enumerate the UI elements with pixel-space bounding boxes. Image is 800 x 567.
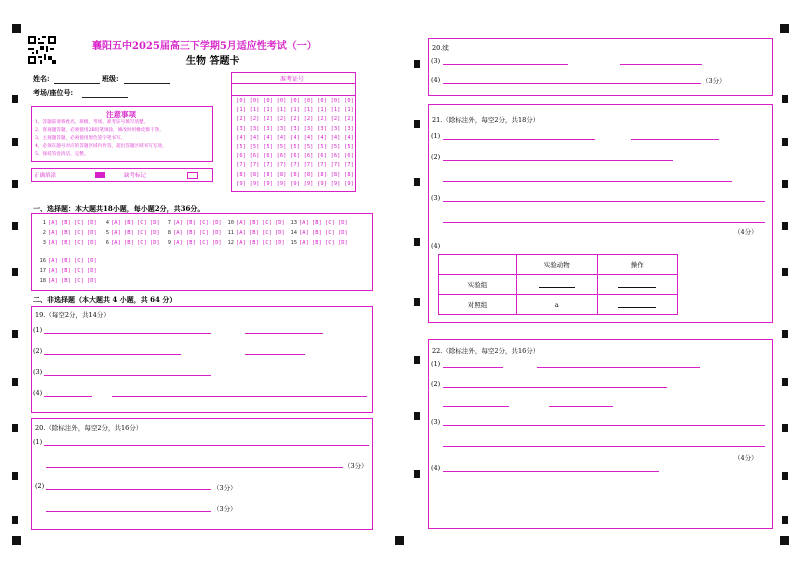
q21-answer-line[interactable] [631,139,719,140]
q21-part3: (3) [431,194,441,202]
choice-number: 1 [42,220,46,226]
corner-mark-bl [12,536,21,545]
exam-id-digit[interactable]: [1] [303,107,314,114]
choice-number: 11 [227,230,234,236]
exam-id-digit[interactable]: [2] [249,116,260,123]
q20-continued-box [428,38,773,96]
q21-table-row2: 对照组 [439,295,517,315]
q21-table-cell[interactable] [597,295,677,315]
choice-options[interactable]: [A] [B] [C] [D] [48,220,97,226]
exam-id-digit[interactable]: [5] [263,144,273,151]
q21-table-corner [439,255,517,275]
notes-item-1: 1、答题前请将姓名、班级、考场、准考证号填写清楚。 [35,120,149,125]
q21-answer-line[interactable] [443,139,595,140]
notes-item-2: 2、客观题答题，必须使用2B铅笔填涂，修改时用橡皮擦干净。 [35,128,164,133]
exam-id-digit[interactable]: [6] [317,153,327,160]
exam-id-digit[interactable]: [8] [317,171,327,178]
q22-answer-line[interactable] [443,387,667,388]
exam-id-digit[interactable]: [7] [317,162,327,169]
choice-question[interactable] [162,230,222,236]
exam-id-digit[interactable]: [0] [303,98,314,104]
q20-answer-line[interactable] [620,64,702,65]
choice-options[interactable]: [A] [B] [C] [D] [236,220,285,226]
exam-id-column[interactable] [331,97,341,189]
exam-id-digit[interactable]: [2] [276,116,287,123]
class-label: 班级: [102,74,119,83]
q21-table-cell[interactable] [597,275,677,295]
q22-answer-line[interactable] [443,425,765,426]
exam-id-digit[interactable]: [2] [263,116,273,123]
exam-id-digit[interactable]: [3] [344,125,354,132]
notes-item-4: 4、必须在题号对应的答题区域内作答，超出答题区域书写无效。 [35,144,167,149]
exam-id-digit[interactable]: [9] [330,180,341,187]
exam-id-column[interactable] [304,97,314,189]
exam-id-digit[interactable]: [7] [330,162,341,169]
choice-question[interactable] [100,240,160,246]
choice-question[interactable] [37,220,97,226]
section1-title: 一、选择题：本大题共18小题，每小题2分，共36分。 [33,204,205,213]
q19-answer-line[interactable] [44,354,181,355]
correct-fill-swatch [95,172,105,178]
q21-table-row2-value: a [517,295,597,315]
qr-code-icon [28,36,56,64]
exam-id-digit[interactable]: [8] [263,171,273,178]
exam-id-digit[interactable]: [1] [276,107,287,114]
exam-id-digit[interactable]: [9] [276,180,287,187]
choice-number: 7 [167,220,171,226]
q21-table-row1: 实验组 [439,275,517,295]
seat-label: 考场/座位号: [33,88,74,97]
exam-id-digit[interactable]: [4] [330,134,341,141]
exam-id-digit[interactable]: [2] [317,116,327,123]
exam-id-digit[interactable]: [9] [317,180,327,187]
exam-title: 襄阳五中2025届高三下学期5月适应性考试（一） [92,41,317,52]
choice-options[interactable]: [A] [B] [C] [D] [111,220,160,226]
exam-id-digit[interactable]: [2] [290,116,300,123]
choice-question[interactable] [100,230,160,236]
exam-id-digit[interactable]: [7] [236,162,246,169]
exam-id-digit[interactable]: [1] [317,107,327,114]
exam-id-column[interactable] [277,97,287,189]
choice-options[interactable]: [A] [B] [C] [D] [299,230,348,236]
choice-options[interactable]: [A] [B] [C] [D] [111,240,160,246]
q19-part2: (2) [33,347,43,355]
exam-id-digit[interactable]: [3] [276,125,287,132]
choice-number: 13 [290,220,297,226]
correct-fill-label: 正确填涂 [34,173,57,179]
exam-id-digit[interactable]: [0] [344,98,354,104]
choice-question[interactable] [288,240,348,246]
q22-answer-line[interactable] [537,367,700,368]
exam-id-digit[interactable]: [7] [290,162,300,169]
exam-id-digit[interactable]: [0] [317,98,327,104]
exam-id-digit[interactable]: [4] [276,134,287,141]
exam-id-digit[interactable]: [4] [249,134,260,141]
exam-id-digit[interactable]: [6] [290,153,300,160]
q20-part2: (2) [35,482,45,490]
exam-id-digit[interactable]: [0] [330,98,341,104]
exam-id-digit[interactable]: [7] [303,162,314,169]
exam-id-digit[interactable]: [8] [249,171,260,178]
choice-options[interactable]: [A] [B] [C] [D] [299,220,348,226]
choice-number: 17 [39,268,46,274]
q20-score-1: （3分） [344,462,368,470]
choice-question[interactable] [225,230,285,236]
exam-id-digit[interactable]: [3] [330,125,341,132]
q22-part1: (1) [431,360,441,368]
exam-id-digit[interactable]: [1] [344,107,354,114]
exam-id-digit[interactable]: [4] [303,134,314,141]
q19-part3: (3) [33,368,43,376]
q21-header: 21.（除标注外，每空2分，共18分） [432,116,540,124]
exam-id-digit[interactable]: [8] [303,171,314,178]
q20-box [31,418,373,530]
exam-id-digit[interactable]: [9] [344,180,354,187]
exam-id-digit[interactable]: [3] [317,125,327,132]
choice-options[interactable]: [A] [B] [C] [D] [48,230,97,236]
exam-id-digit[interactable]: [4] [317,134,327,141]
exam-id-digit[interactable]: [7] [263,162,273,169]
q20-part1: (1) [33,438,43,446]
exam-id-digit[interactable]: [9] [249,180,260,187]
choice-number: 4 [105,220,109,226]
exam-id-column[interactable] [250,97,260,189]
q22-answer-line[interactable] [443,367,503,368]
choice-options[interactable]: [A] [B] [C] [D] [48,258,97,264]
exam-id-digit[interactable]: [5] [303,144,314,151]
q19-answer-line[interactable] [245,354,305,355]
q20-answer-line[interactable] [44,445,369,446]
exam-id-digit[interactable]: [1] [249,107,260,114]
q21-part2: (2) [431,153,441,161]
choice-number: 10 [227,220,234,226]
q22-answer-line[interactable] [443,446,765,447]
q21-answer-line[interactable] [443,222,765,223]
q21-score: （4分） [734,228,758,236]
choice-number: 9 [167,240,171,246]
q22-header: 22.（除标注外，每空2分，共16分） [432,347,540,355]
choice-question[interactable] [162,220,222,226]
exam-id-digit[interactable]: [7] [276,162,287,169]
exam-id-digit[interactable]: [6] [236,153,246,160]
notes-box [31,106,213,162]
q22-part3: (3) [431,418,441,426]
exam-id-digit[interactable]: [8] [290,171,300,178]
exam-id-digit[interactable]: [3] [290,125,300,132]
q20-score-2: （3分） [213,484,237,492]
exam-id-digit[interactable]: [6] [303,153,314,160]
exam-id-digit[interactable]: [9] [290,180,300,187]
exam-id-digit[interactable]: [1] [263,107,273,114]
q21-box [428,104,773,323]
choice-number: 18 [39,278,46,284]
exam-id-digit[interactable]: [5] [344,144,354,151]
corner-mark-tr [780,24,789,33]
exam-id-column[interactable] [344,97,354,189]
q22-answer-line[interactable] [443,406,509,407]
exam-id-digit[interactable]: [5] [276,144,287,151]
q21-table-col1: 实验动物 [517,255,597,275]
choice-options[interactable]: [A] [B] [C] [D] [111,230,160,236]
q21-table-cell[interactable] [517,275,597,295]
q19-header: 19.（每空2分，共14分） [35,311,110,319]
q21-answer-line[interactable] [443,181,732,182]
exam-id-digit[interactable]: [4] [236,134,246,141]
exam-id-digit[interactable]: [4] [344,134,354,141]
exam-id-digit[interactable]: [6] [344,153,354,160]
q20-answer-line[interactable] [46,489,211,490]
q19-answer-line[interactable] [44,375,211,376]
choice-question[interactable] [100,220,160,226]
exam-id-digit[interactable]: [3] [263,125,273,132]
exam-id-digit[interactable]: [1] [290,107,300,114]
choice-options[interactable]: [A] [B] [C] [D] [173,230,222,236]
choice-question[interactable] [225,240,285,246]
exam-id-digit[interactable]: [0] [236,98,246,104]
q20-answer-line[interactable] [46,511,211,512]
choice-options[interactable]: [A] [B] [C] [D] [48,278,97,284]
choice-options[interactable]: [A] [B] [C] [D] [236,240,285,246]
choice-question[interactable] [37,240,97,246]
q22-answer-line[interactable] [443,471,659,472]
absent-mark-label: 缺考标记 [124,173,147,179]
choice-box [31,213,373,291]
corner-mark-tl [12,24,21,33]
choice-number: 12 [227,240,234,246]
exam-id-digit[interactable]: [4] [263,134,273,141]
choice-question[interactable] [37,258,97,264]
exam-id-digit[interactable]: [5] [236,144,246,151]
q20-part4: (4) [431,76,441,84]
q20-score-3: （3分） [213,505,237,513]
notes-item-5: 5、保持答卷清洁、完整。 [35,152,89,157]
exam-id-label: 准考证号 [280,76,305,83]
exam-id-digit[interactable]: [1] [330,107,341,114]
choice-question[interactable] [225,220,285,226]
exam-id-digit[interactable]: [6] [276,153,287,160]
exam-id-digit[interactable]: [3] [303,125,314,132]
q21-table-col2: 操作 [597,255,677,275]
choice-question[interactable] [162,240,222,246]
exam-id-column[interactable] [263,97,273,189]
exam-id-digit[interactable]: [8] [276,171,287,178]
exam-id-digit[interactable]: [8] [236,171,246,178]
q20-answer-line[interactable] [46,467,343,468]
exam-id-digit[interactable]: [6] [263,153,273,160]
choice-question[interactable] [37,230,97,236]
name-label: 姓名: [33,74,50,83]
exam-id-column[interactable] [317,97,327,189]
q19-answer-line[interactable] [44,396,92,397]
choice-number: 8 [167,230,171,236]
exam-id-digit[interactable]: [8] [330,171,341,178]
choice-options[interactable]: [A] [B] [C] [D] [173,240,222,246]
choice-number: 2 [42,230,46,236]
exam-id-digit[interactable]: [2] [330,116,341,123]
exam-id-digit[interactable]: [0] [249,98,260,104]
q21-table [438,254,678,315]
q20-answer-line[interactable] [443,64,568,65]
exam-id-digit[interactable]: [3] [236,125,246,132]
section2-title: 二、非选择题（本大题共 4 小题，共 64 分） [33,295,177,304]
seat-field[interactable] [82,97,128,98]
choice-number: 16 [39,258,46,264]
exam-id-digit[interactable]: [0] [276,98,287,104]
corner-mark-mid [395,536,404,545]
q21-answer-line[interactable] [443,201,765,202]
choice-options[interactable]: [A] [B] [C] [D] [299,240,348,246]
q19-part1: (1) [33,326,43,334]
exam-subtitle: 生物 答题卡 [186,56,240,67]
exam-id-digit[interactable]: [1] [236,107,246,114]
q19-answer-line[interactable] [245,333,323,334]
exam-id-digit[interactable]: [7] [249,162,260,169]
exam-id-digit[interactable]: [3] [249,125,260,132]
exam-id-digit[interactable]: [5] [330,144,341,151]
q20-continued-header: 20.续 [432,44,449,52]
exam-id-digit[interactable]: [5] [249,144,260,151]
exam-id-digit[interactable]: [6] [330,153,341,160]
q22-answer-line[interactable] [549,406,613,407]
q20-answer-line[interactable] [443,83,701,84]
exam-id-column[interactable] [290,97,300,189]
choice-number: 14 [290,230,297,236]
exam-id-digit[interactable]: [9] [236,180,246,187]
notes-title: 注意事项 [106,110,136,119]
q22-score: （4分） [734,454,758,462]
exam-id-digit[interactable]: [9] [303,180,314,187]
q19-part4: (4) [33,389,43,397]
choice-question[interactable] [288,230,348,236]
name-field[interactable] [54,83,100,84]
choice-number: 15 [290,240,297,246]
choice-question[interactable] [37,278,97,284]
exam-id-column[interactable] [236,97,246,189]
q20-score-4: （3分） [702,77,726,85]
exam-id-digit[interactable]: [0] [263,98,273,104]
choice-options[interactable]: [A] [B] [C] [D] [48,268,97,274]
q22-part2: (2) [431,380,441,388]
exam-id-digit[interactable]: [2] [236,116,246,123]
exam-id-digit[interactable]: [9] [263,180,273,187]
exam-id-digit[interactable]: [4] [290,134,300,141]
fill-example-box [31,168,213,182]
q22-box [428,339,773,529]
exam-id-digit[interactable]: [6] [249,153,260,160]
class-field[interactable] [124,83,170,84]
q20-part3: (3) [431,57,441,65]
notes-item-3: 3、主观题答题，必须使用黑色签字笔书写。 [35,136,126,141]
q20-header: 20.（除标注外，每空2分，共16分） [35,424,143,432]
choice-options[interactable]: [A] [B] [C] [D] [173,220,222,226]
q21-answer-line[interactable] [443,160,673,161]
choice-question[interactable] [37,268,97,274]
q21-part1: (1) [431,132,441,140]
choice-options[interactable]: [A] [B] [C] [D] [48,240,97,246]
exam-id-digit[interactable]: [5] [317,144,327,151]
q19-answer-line[interactable] [112,396,367,397]
q19-box [31,306,373,413]
exam-id-digit[interactable]: [5] [290,144,300,151]
exam-id-digit[interactable]: [2] [344,116,354,123]
q22-part4: (4) [431,464,441,472]
choice-number: 5 [105,230,109,236]
choice-number: 3 [42,240,46,246]
choice-options[interactable]: [A] [B] [C] [D] [236,230,285,236]
exam-id-box [231,72,356,192]
choice-question[interactable] [288,220,348,226]
exam-id-digit[interactable]: [2] [303,116,314,123]
exam-id-digit[interactable]: [7] [344,162,354,169]
exam-id-digit[interactable]: [8] [344,171,354,178]
choice-number: 6 [105,240,109,246]
q21-part4: (4) [431,242,441,250]
exam-id-digit[interactable]: [0] [290,98,300,104]
absent-mark-box[interactable] [187,172,198,179]
corner-mark-br [780,536,789,545]
q19-answer-line[interactable] [44,333,211,334]
